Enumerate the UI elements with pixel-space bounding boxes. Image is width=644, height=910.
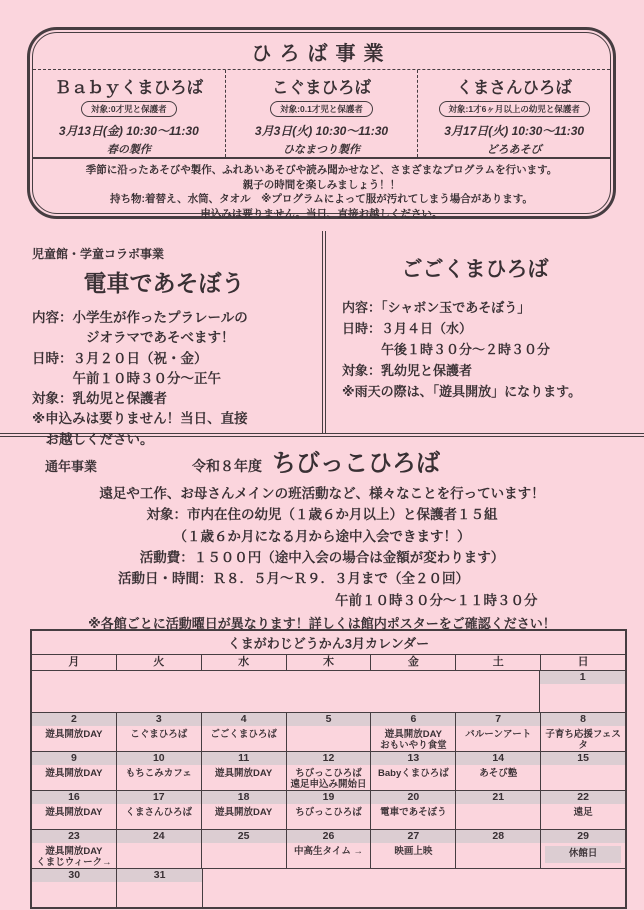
calendar-weekday: 日	[540, 655, 625, 670]
calendar-event: ちびっこひろば	[295, 807, 362, 818]
calendar-event: 子育ち応援フェスタ	[545, 729, 621, 751]
calendar-event: あそび塾	[479, 768, 518, 779]
program-activity: 春の製作	[106, 144, 151, 156]
calendar-date: 10	[117, 752, 201, 765]
hiroba-note-line: 親子の時間を楽しみましょう！！	[242, 178, 401, 191]
calendar-date: 16	[32, 791, 116, 804]
gogokuma-line: 午後１時３０分～２時３０分	[342, 342, 551, 358]
densha-category: 児童館・学童コラボ事業	[32, 247, 165, 261]
densha-line: ※申込みは要りません！当日、直接	[32, 411, 248, 427]
chibikko-line: 活動日・時間：Ｒ８．５月～Ｒ９．３月まで（全２０回）	[118, 571, 469, 587]
calendar-date: 8	[541, 713, 625, 726]
gogokuma-section	[322, 231, 644, 433]
calendar-events	[371, 726, 455, 752]
densha-body	[32, 308, 316, 450]
calendar-events	[287, 804, 371, 819]
program-target-pill: 対象:0.1才児と保護者	[270, 101, 373, 117]
calendar-cell	[201, 713, 286, 751]
calendar-date: 4	[202, 713, 286, 726]
calendar-date: 6	[371, 713, 455, 726]
calendar-cell	[455, 752, 540, 790]
calendar-cell	[116, 752, 201, 790]
calendar-date: 19	[287, 791, 371, 804]
calendar-events	[371, 843, 455, 858]
chibikko-line: 午前１０時３０分～１１時３０分	[335, 592, 538, 608]
calendar-date: 28	[456, 830, 540, 843]
calendar-week-row	[32, 671, 625, 713]
calendar-cell	[32, 671, 539, 712]
densha-line: 午前１０時３０分～正午	[32, 370, 221, 386]
calendar-date: 9	[32, 752, 116, 765]
densha-line: ジオラマであそべます！	[32, 330, 235, 346]
hiroba-program	[225, 70, 418, 157]
calendar-cell	[286, 713, 371, 751]
program-datetime: 3月3日(火) 10:30～11:30	[254, 124, 389, 138]
calendar-date: 29	[541, 830, 625, 843]
gogokuma-title: ごごくまひろば	[401, 258, 549, 281]
calendar-events	[371, 765, 455, 780]
chibikko-body	[0, 483, 644, 611]
calendar-cell	[540, 752, 625, 790]
calendar-events	[32, 804, 116, 819]
calendar-week-row	[32, 713, 625, 752]
gogokuma-line: 日時：３月４日（水）	[342, 321, 473, 337]
gogokuma-body	[342, 297, 638, 402]
hiroba-note-line: 季節に沿ったあそびや製作、ふれあいあそびや読み聞かせなど、さまざまなプログラムを行います。	[85, 164, 558, 176]
calendar-cell	[286, 830, 371, 868]
chibikko-title: ちびっこひろば	[272, 450, 441, 477]
program-target-pill: 対象:1才6ヶ月以上の幼児と保護者	[439, 101, 590, 117]
calendar-event: 遊具開放DAY	[45, 729, 103, 740]
calendar-weekday: 火	[116, 655, 201, 670]
densha-line: 対象：乳幼児と保護者	[32, 391, 167, 406]
calendar-event: Babyくまひろば	[378, 768, 449, 779]
calendar-cell	[540, 713, 625, 751]
hiroba-note-line: 申込みは要りません。当日、直接お越しください。	[200, 208, 443, 221]
densha-line: 内容：小学生が作ったプラレールの	[32, 310, 248, 325]
calendar-cell	[370, 830, 455, 868]
calendar-cell	[286, 752, 371, 790]
chibikko-section	[0, 443, 644, 632]
calendar-date: 26	[287, 830, 371, 843]
chibikko-year: 令和８年度	[192, 458, 263, 474]
calendar-weekday: 木	[286, 655, 371, 670]
calendar-cell	[32, 791, 116, 829]
chibikko-line: 活動費：１５００円（途中入会の場合は金額が変わります）	[139, 549, 505, 565]
calendar-events	[202, 765, 286, 780]
calendar-cell	[370, 791, 455, 829]
calendar-event: ごごくまひろば	[210, 729, 277, 740]
calendar-cell	[455, 830, 540, 868]
calendar-week-row	[32, 869, 625, 907]
calendar-date: 27	[371, 830, 455, 843]
calendar-cell	[201, 830, 286, 868]
hiroba-box	[27, 27, 616, 219]
calendar-cell	[370, 713, 455, 751]
calendar-events	[287, 765, 371, 791]
calendar-date: 14	[456, 752, 540, 765]
calendar-cell	[116, 869, 201, 907]
calendar-week-row	[32, 791, 625, 830]
program-name: こぐまひろば	[272, 79, 371, 97]
calendar-date: 12	[287, 752, 371, 765]
hiroba-box-inner	[32, 32, 611, 221]
calendar-cell	[202, 869, 625, 907]
calendar-date: 22	[541, 791, 625, 804]
program-datetime: 3月17日(火) 10:30～11:30	[444, 124, 585, 138]
calendar-event: 休館日	[568, 848, 598, 859]
calendar-weekday: 土	[455, 655, 540, 670]
calendar-event: 遊具開放DAY	[45, 807, 103, 818]
calendar-event: こぐまひろば	[130, 729, 188, 740]
calendar-events	[456, 765, 540, 780]
program-datetime: 3月13日(金) 10:30～11:30	[58, 124, 199, 138]
hiroba-program	[417, 70, 610, 157]
calendar-event: 遠足申込み開始日	[290, 778, 367, 790]
calendar-date: 31	[117, 869, 201, 882]
chibikko-line: 対象：市内在住の幼児（１歳６か月以上）と保護者１５組	[146, 507, 498, 523]
chibikko-category: 通年事業	[45, 459, 98, 474]
densha-line: お越しください。	[32, 431, 154, 447]
calendar-event: ちびっこひろば	[295, 768, 362, 779]
calendar-event: もちこみカフェ	[125, 768, 192, 779]
calendar-cell	[32, 830, 116, 868]
calendar-cell	[32, 713, 116, 751]
gogokuma-line: ※雨天の際は、「遊具開放」になります。	[342, 384, 582, 400]
calendar-date: 3	[117, 713, 201, 726]
calendar-weekday: 月	[68, 656, 80, 668]
calendar-event: 遊具開放DAY	[45, 846, 103, 857]
densha-section	[0, 231, 322, 447]
calendar-week-row	[32, 752, 625, 791]
calendar-cell	[201, 752, 286, 790]
calendar-weekday-row	[32, 655, 625, 671]
chibikko-line: （１歳６か月になる月から途中入会できます！）	[173, 528, 471, 544]
hiroba-program	[33, 70, 225, 157]
calendar-weekday: 金	[370, 655, 455, 670]
calendar-events	[545, 846, 621, 863]
calendar-event: くまさんひろば	[125, 807, 193, 818]
hiroba-programs	[33, 70, 610, 157]
calendar-events	[117, 726, 201, 741]
program-name: Ｂａｂｙくまひろば	[54, 79, 204, 97]
calendar-date: 5	[287, 713, 371, 726]
calendar-events	[117, 765, 201, 780]
calendar-weeks	[32, 671, 625, 907]
calendar-cell	[370, 752, 455, 790]
calendar-event: 電車であそぼう	[380, 807, 447, 818]
calendar-events	[541, 804, 625, 819]
chibikko-header	[0, 443, 644, 478]
gogokuma-line: 対象：乳幼児と保護者	[342, 363, 473, 379]
calendar-date: 2	[32, 713, 116, 726]
calendar-date: 20	[371, 791, 455, 804]
calendar-event: 遊具開放DAY	[384, 729, 442, 740]
calendar-events	[371, 804, 455, 819]
calendar-event: くまじウィーク→	[36, 856, 112, 868]
calendar-date: 23	[32, 830, 116, 843]
mid-section	[0, 231, 644, 447]
calendar-date: 7	[456, 713, 540, 726]
calendar-event: バルーンアート	[465, 729, 532, 740]
calendar-cell	[540, 830, 625, 868]
chibikko-notice: ※各館ごとに活動曜日が異なります！詳しくは館内ポスターをご確認ください！	[88, 615, 556, 631]
calendar-date: 30	[32, 869, 116, 882]
calendar-events	[202, 804, 286, 819]
calendar-events	[287, 843, 371, 858]
calendar-week-row	[32, 830, 625, 869]
program-activity: どろあそび	[486, 144, 542, 156]
calendar-cell	[116, 713, 201, 751]
calendar-event: 遊具開放DAY	[215, 807, 273, 818]
calendar-cell	[539, 671, 625, 712]
calendar-cell	[32, 869, 116, 907]
calendar-events	[32, 843, 116, 869]
calendar-cell	[455, 791, 540, 829]
hiroba-notes	[33, 157, 610, 229]
calendar-event: 映画上映	[394, 846, 433, 857]
calendar-event: 遊具開放DAY	[215, 768, 273, 779]
hiroba-note-line: 持ち物:着替え、水筒、タオル ※プログラムによって服が汚れてしまう場合があります。	[110, 193, 533, 206]
calendar-date: 17	[117, 791, 201, 804]
calendar-cell	[286, 791, 371, 829]
calendar-weekday: 水	[201, 655, 286, 670]
calendar-events	[32, 726, 116, 741]
calendar-cell	[32, 752, 116, 790]
densha-title: 電車であそぼう	[83, 270, 245, 296]
calendar-event: 中高生タイム →	[294, 846, 363, 857]
calendar-date: 24	[117, 830, 201, 843]
calendar-events	[202, 726, 286, 741]
program-target-pill: 対象:0才児と保護者	[81, 101, 177, 117]
calendar-events	[117, 804, 201, 819]
densha-line: 日時：３月２０日（祝・金）	[32, 350, 208, 366]
chibikko-line: 遠足や工作、お母さんメインの班活動など、様々なことを行っています！	[99, 486, 545, 501]
calendar-title: くまがわじどうかん3月カレンダー	[32, 631, 625, 655]
calendar-date: 11	[202, 752, 286, 765]
calendar-cell	[201, 791, 286, 829]
calendar-cell	[455, 713, 540, 751]
program-activity: ひなまつり製作	[283, 144, 360, 156]
gogokuma-line: 内容：「シャボン玉であそぼう」	[342, 300, 531, 315]
calendar-date: 13	[371, 752, 455, 765]
hiroba-title: ひろば事業	[33, 33, 610, 70]
calendar-event: 遠足	[573, 807, 593, 818]
calendar-events	[456, 726, 540, 741]
calendar-date: 15	[541, 752, 625, 765]
calendar-date: 21	[456, 791, 540, 804]
calendar-cell	[116, 791, 201, 829]
program-name: くまさんひろば	[456, 79, 572, 97]
calendar-date: 25	[202, 830, 286, 843]
calendar-cell	[116, 830, 201, 868]
calendar-date: 18	[202, 791, 286, 804]
calendar-events	[541, 726, 625, 752]
calendar-cell	[540, 791, 625, 829]
calendar-event: おもいやり食堂	[380, 739, 447, 751]
calendar-table	[30, 629, 627, 909]
calendar-events	[32, 765, 116, 780]
calendar-date: 1	[540, 671, 625, 684]
calendar-event: 遊具開放DAY	[45, 768, 103, 779]
